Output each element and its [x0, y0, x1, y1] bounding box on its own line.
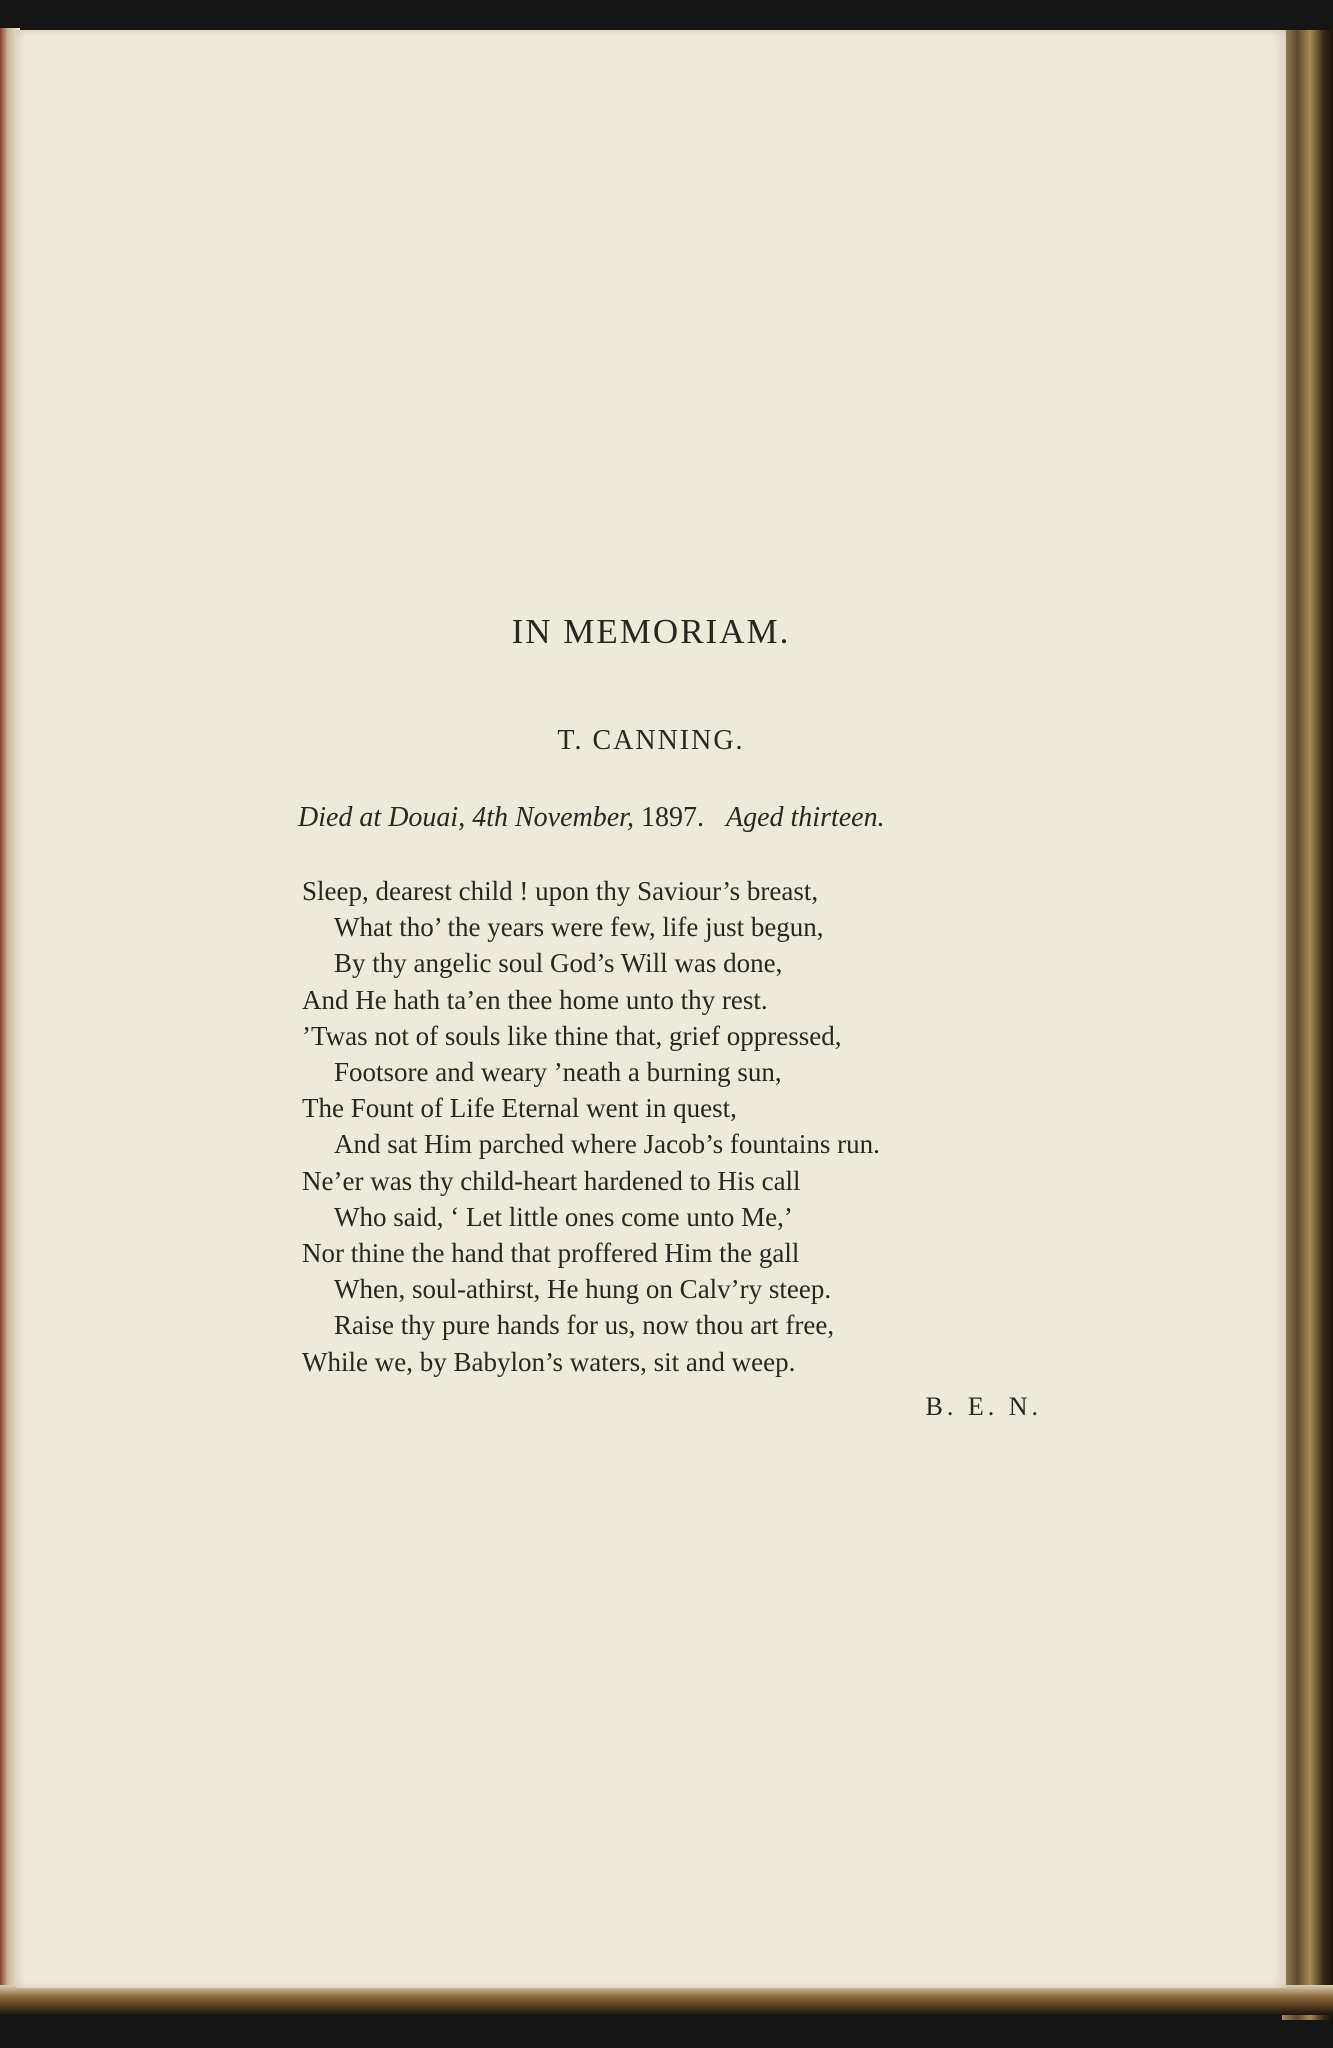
- poem-line: By thy angelic soul God’s Will was done,: [334, 948, 783, 979]
- death-info-line: [298, 802, 1038, 834]
- memorial-name: T. CANNING.: [557, 725, 745, 756]
- poem: [302, 873, 1062, 1380]
- poem-line: And sat Him parched where Jacob’s fountains run.: [334, 1129, 880, 1160]
- author-initials: B. E. N.: [925, 1392, 1042, 1421]
- poem-line: The Fount of Life Eternal went in quest,: [302, 1093, 737, 1124]
- poem-line: While we, by Babylon’s waters, sit and weep.: [302, 1346, 796, 1377]
- book-spine-edge: [1282, 30, 1333, 2020]
- poem-line: And He hath ta’en thee home unto thy rest.: [302, 984, 768, 1015]
- death-place: Died at Douai,: [298, 802, 466, 833]
- poem-line: Sleep, dearest child ! upon thy Saviour’s breast,: [302, 876, 819, 906]
- death-year: 1897.: [640, 802, 704, 833]
- poem-line: Footsore and weary ’neath a burning sun,: [334, 1057, 782, 1088]
- poem-line: Who said, ‘ Let little ones come unto Me,’: [334, 1201, 793, 1232]
- book-bottom-edge: [0, 1985, 1333, 2015]
- poem-line: Nor thine the hand that proffered Him the gall: [302, 1238, 800, 1269]
- poem-line: Ne’er was thy child-heart hardened to His call: [302, 1165, 801, 1196]
- age-at-death: Aged thirteen.: [725, 802, 885, 833]
- death-date: 4th November,: [472, 802, 634, 833]
- poem-line: ’Twas not of souls like thine that, grief oppressed,: [302, 1020, 842, 1051]
- poem-line: Raise thy pure hands for us, now thou art free,: [334, 1310, 835, 1341]
- poem-line: When, soul-athirst, He hung on Calv’ry steep.: [334, 1274, 832, 1305]
- page-title: IN MEMORIAM.: [511, 612, 791, 651]
- page-sheet: [16, 30, 1286, 1988]
- poem-line: What tho’ the years were few, life just begun,: [334, 912, 824, 943]
